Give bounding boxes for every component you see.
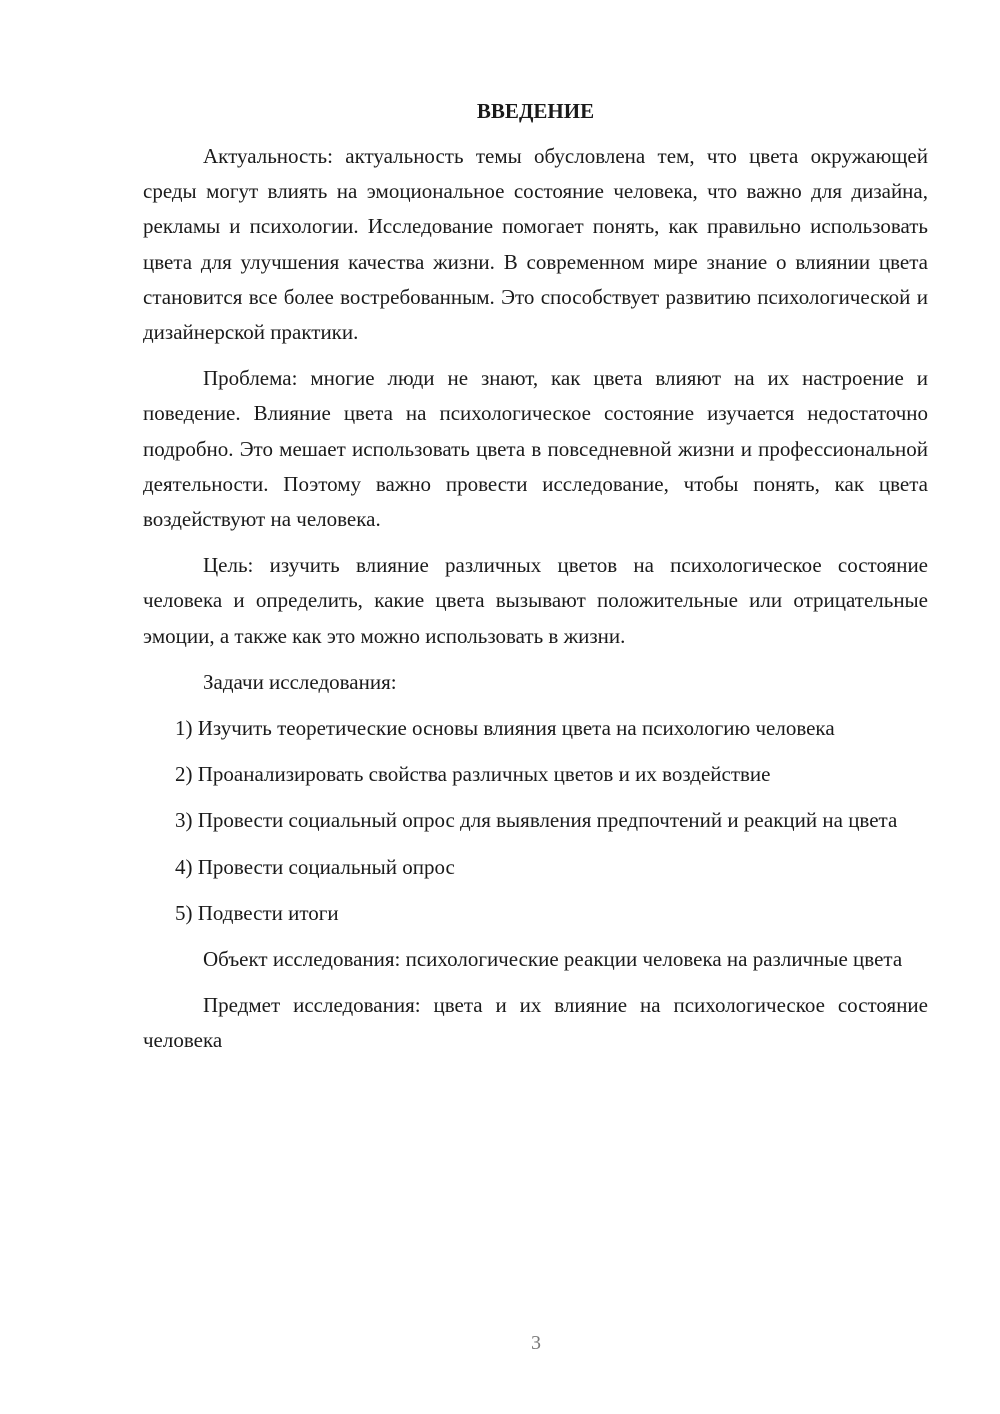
task-item-1: 1) Изучить теоретические основы влияния цвета на психологию человека (175, 716, 835, 741)
page-number: 3 (531, 1332, 541, 1354)
research-subject-paragraph: Предмет исследования: цвета и их влияние на психологическое состояние человека (143, 993, 928, 1053)
research-object-paragraph: Объект исследования: психологические реакции человека на различные цвета (203, 947, 903, 972)
tasks-heading: Задачи исследования: (203, 669, 397, 694)
page-title: ВВЕДЕНИЕ (476, 99, 595, 123)
task-item-2: 2) Проанализировать свойства различных цветов и их воздействие (175, 762, 771, 787)
problem-paragraph: Проблема: многие люди не знают, как цвета влияют на их настроение и поведение. Влияние цвета на психологическое состояние изучается недостаточно подробно. Это мешает использовать цвета в повседневной жизни и профессиональной деятельности. Поэтому важно провести исследование, чтобы понять, как цвета воздействуют на человека. (143, 366, 928, 532)
document-page (143, 96, 928, 1070)
task-item-5: 5) Подвести итоги (175, 900, 339, 925)
task-item-3: 3) Провести социальный опрос для выявления предпочтений и реакций на цвета (175, 808, 898, 833)
goal-paragraph: Цель: изучить влияние различных цветов на психологическое состояние человека и определить, какие цвета вызывают положительные или отрицательные эмоции, а также как это можно использовать в жизни. (143, 553, 928, 648)
task-item-4: 4) Провести социальный опрос (175, 854, 455, 879)
relevance-paragraph: Актуальность: актуальность темы обусловлена тем, что цвета окружающей среды могут влиять на эмоциональное состояние человека, что важно для дизайна, рекламы и психологии. Исследование помогает понять, как правильно использовать цвета для улучшения качества жизни. В современном мире знание о влиянии цвета становится все более востребованным. Это способствует развитию психологической и дизайнерской практики. (143, 144, 928, 345)
